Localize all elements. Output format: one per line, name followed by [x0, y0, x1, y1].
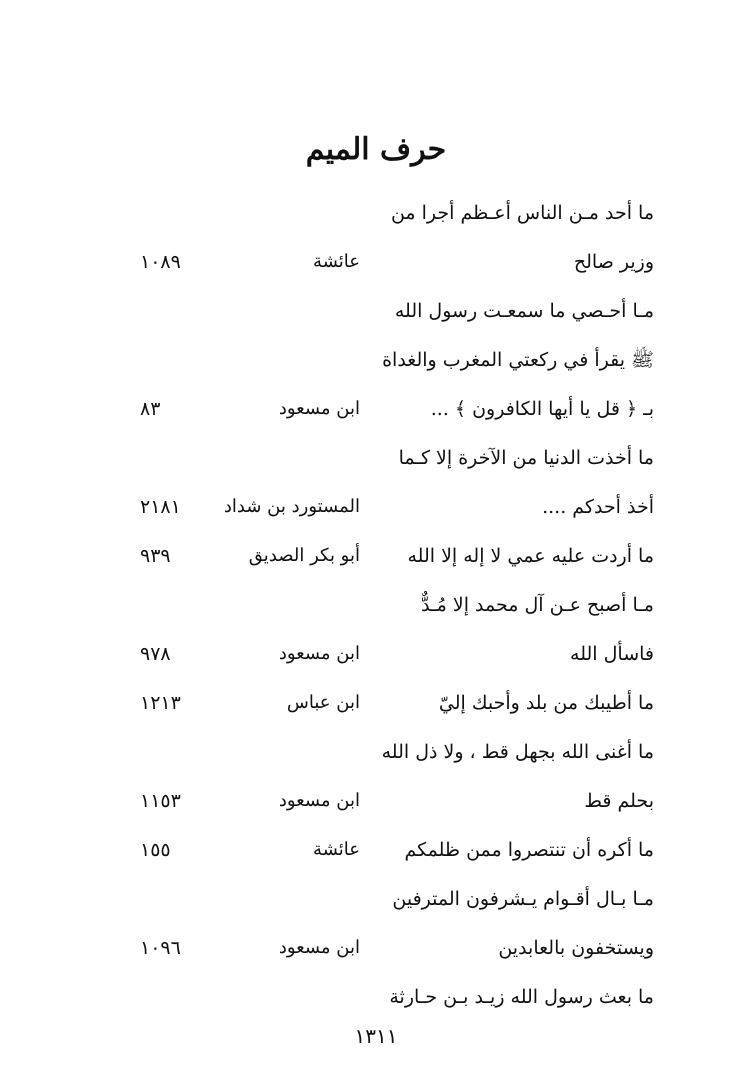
- hadith-text: ﷺ يقرأ في ركعتي المغرب والغداة: [382, 349, 654, 371]
- hadith-number: ١٠٩٦: [140, 937, 181, 959]
- narrator-name: ابن مسعود: [278, 937, 360, 958]
- hadith-number: ٨٣: [140, 398, 161, 420]
- hadith-number: ٢١٨١: [140, 496, 181, 518]
- index-row: [0, 980, 752, 1014]
- index-row: [0, 343, 752, 377]
- hadith-text: بـ ﴿ قل يا أيها الكافرون ﴾ ...: [430, 398, 654, 420]
- narrator-name: ابن عباس: [286, 692, 360, 713]
- index-row: [0, 441, 752, 475]
- hadith-number: ١٢١٣: [140, 692, 181, 714]
- narrator-name: ابن مسعود: [278, 643, 360, 664]
- index-row: [0, 245, 752, 279]
- hadith-text: بحلم قط: [584, 790, 654, 812]
- index-row: [0, 882, 752, 916]
- narrator-name: ابن مسعود: [278, 790, 360, 811]
- narrator-name: أبو بكر الصديق: [248, 545, 360, 566]
- index-row: [0, 392, 752, 426]
- narrator-name: عائشة: [313, 251, 360, 272]
- index-row: [0, 784, 752, 818]
- hadith-text: مـا بـال أقـوام يـشرفون المترفين: [392, 888, 654, 910]
- hadith-text: ما أغنى الله بجهل قط ، ولا ذل الله: [381, 741, 654, 763]
- index-row: [0, 294, 752, 328]
- index-row: [0, 686, 752, 720]
- narrator-name: ابن مسعود: [278, 398, 360, 419]
- hadith-text: ما بعث رسول الله زيـد بـن حـارثة: [389, 986, 654, 1008]
- hadith-number: ٩٧٨: [140, 643, 171, 665]
- hadith-text: ما أطيبك من بلد وأحبك إليّ: [438, 692, 654, 714]
- index-row: [0, 637, 752, 671]
- hadith-text: ما أكره أن تنتصروا ممن ظلمكم: [404, 839, 654, 861]
- hadith-text: ما أحد مـن الناس أعـظم أجرا من: [390, 202, 654, 224]
- index-row: [0, 196, 752, 230]
- hadith-number: ١٥٥: [140, 839, 171, 861]
- index-row: [0, 539, 752, 573]
- hadith-text: ما أردت عليه عمي لا إله إلا الله: [407, 545, 654, 567]
- hadith-text: ويستخفون بالعابدين: [498, 937, 654, 959]
- hadith-number: ١٠٨٩: [140, 251, 181, 273]
- hadith-text: فاسأل الله: [570, 643, 654, 665]
- hadith-number: ٩٣٩: [140, 545, 171, 567]
- narrator-name: المستورد بن شداد: [223, 496, 360, 517]
- index-row: [0, 931, 752, 965]
- hadith-text: أخذ أحدكم ....: [542, 496, 654, 518]
- narrator-name: عائشة: [313, 839, 360, 860]
- hadith-text: وزير صالح: [573, 251, 654, 273]
- index-row: [0, 588, 752, 622]
- index-row: [0, 833, 752, 867]
- hadith-text: مـا أصبح عـن آل محمد إلا مُـدٌّ: [421, 594, 654, 616]
- hadith-text: مـا أحـصي ما سمعـت رسول الله: [394, 300, 654, 322]
- section-heading: حرف الميم: [305, 132, 447, 167]
- index-row: [0, 735, 752, 769]
- page-number: ١٣١١: [354, 1024, 398, 1048]
- index-row: [0, 490, 752, 524]
- hadith-text: ما أخذت الدنيا من الآخرة إلا كـما: [398, 447, 654, 469]
- hadith-number: ١١٥٣: [140, 790, 181, 812]
